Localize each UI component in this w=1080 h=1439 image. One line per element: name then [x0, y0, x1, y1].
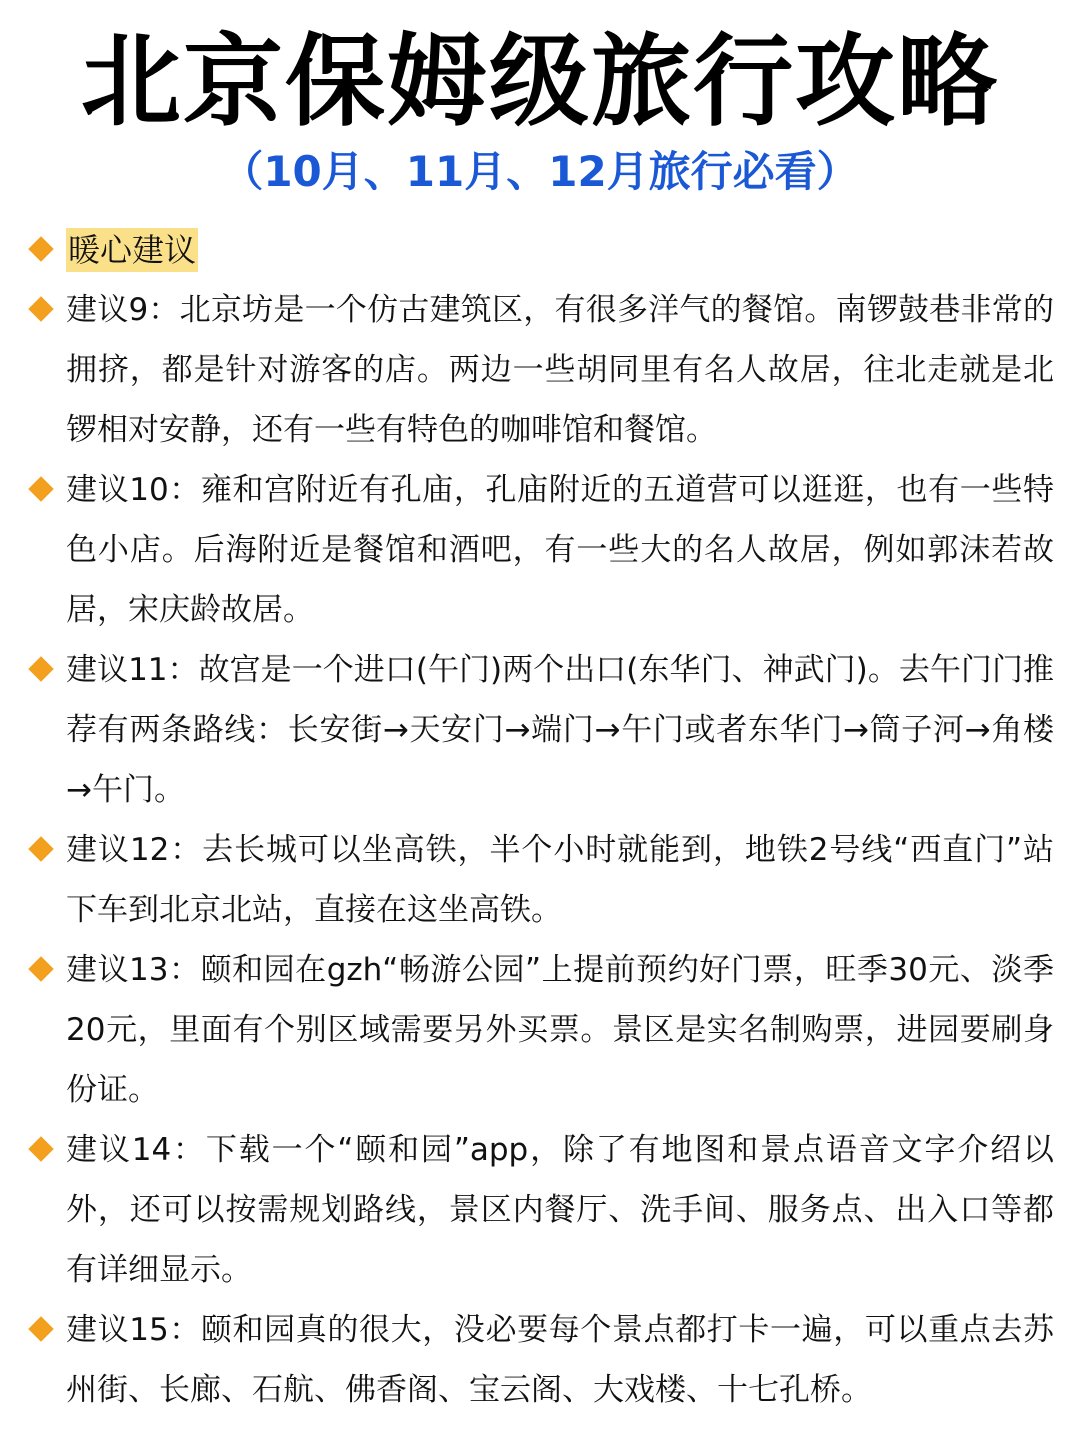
tip-text: 建议13：颐和园在gzh“畅游公园”上提前预约好门票，旺季30元、淡季20元，里面有个别区域需要另外买票。景区是实名制购票，进园要刷身份证。 — [66, 952, 1054, 1108]
page-subtitle: （10月、11月、12月旅行必看） — [221, 147, 859, 196]
list-item — [0, 940, 1080, 1120]
diamond-bullet-icon — [28, 656, 53, 681]
list-item — [0, 280, 1080, 460]
tip-text: 建议10：雍和宫附近有孔庙，孔庙附近的五道营可以逛逛，也有一些特色小店。后海附近是餐馆和酒吧，有一些大的名人故居，例如郭沫若故居，宋庆龄故居。 — [66, 472, 1054, 628]
list-item — [0, 640, 1080, 820]
tip-text: 建议12：去长城可以坐高铁，半个小时就能到，地铁2号线“西直门”站下车到北京北站，直接在这坐高铁。 — [66, 832, 1054, 928]
section-heading-item — [0, 220, 1080, 280]
diamond-bullet-icon — [28, 236, 53, 261]
diamond-bullet-icon — [28, 836, 53, 861]
tip-text: 建议9：北京坊是一个仿古建筑区，有很多洋气的餐馆。南锣鼓巷非常的拥挤，都是针对游客的店。两边一些胡同里有名人故居，往北走就是北锣相对安静，还有一些有特色的咖啡馆和餐馆。 — [66, 292, 1054, 448]
tip-text: 建议15：颐和园真的很大，没必要每个景点都打卡一遍，可以重点去苏州街、长廊、石航、佛香阁、宝云阁、大戏楼、十七孔桥。 — [66, 1312, 1054, 1408]
diamond-bullet-icon — [28, 1316, 53, 1341]
list-item — [0, 460, 1080, 640]
list-item — [0, 1120, 1080, 1300]
list-item — [0, 1300, 1080, 1420]
tip-text: 建议14：下载一个“颐和园”app，除了有地图和景点语音文字介绍以外，还可以按需规划路线，景区内餐厅、洗手间、服务点、出入口等都有详细显示。 — [66, 1132, 1054, 1288]
diamond-bullet-icon — [28, 1136, 53, 1161]
section-heading: 暖心建议 — [66, 228, 198, 272]
diamond-bullet-icon — [28, 296, 53, 321]
page-title: 北京保姆级旅行攻略 — [81, 23, 999, 140]
list-item — [0, 820, 1080, 940]
diamond-bullet-icon — [28, 956, 53, 981]
diamond-bullet-icon — [28, 476, 53, 501]
tip-text: 建议11：故宫是一个进口(午门)两个出口(东华门、神武门)。去午门门推荐有两条路线：长安街→天安门→端门→午门或者东华门→筒子河→角楼→午门。 — [66, 652, 1054, 808]
tips-list — [0, 220, 1080, 1420]
